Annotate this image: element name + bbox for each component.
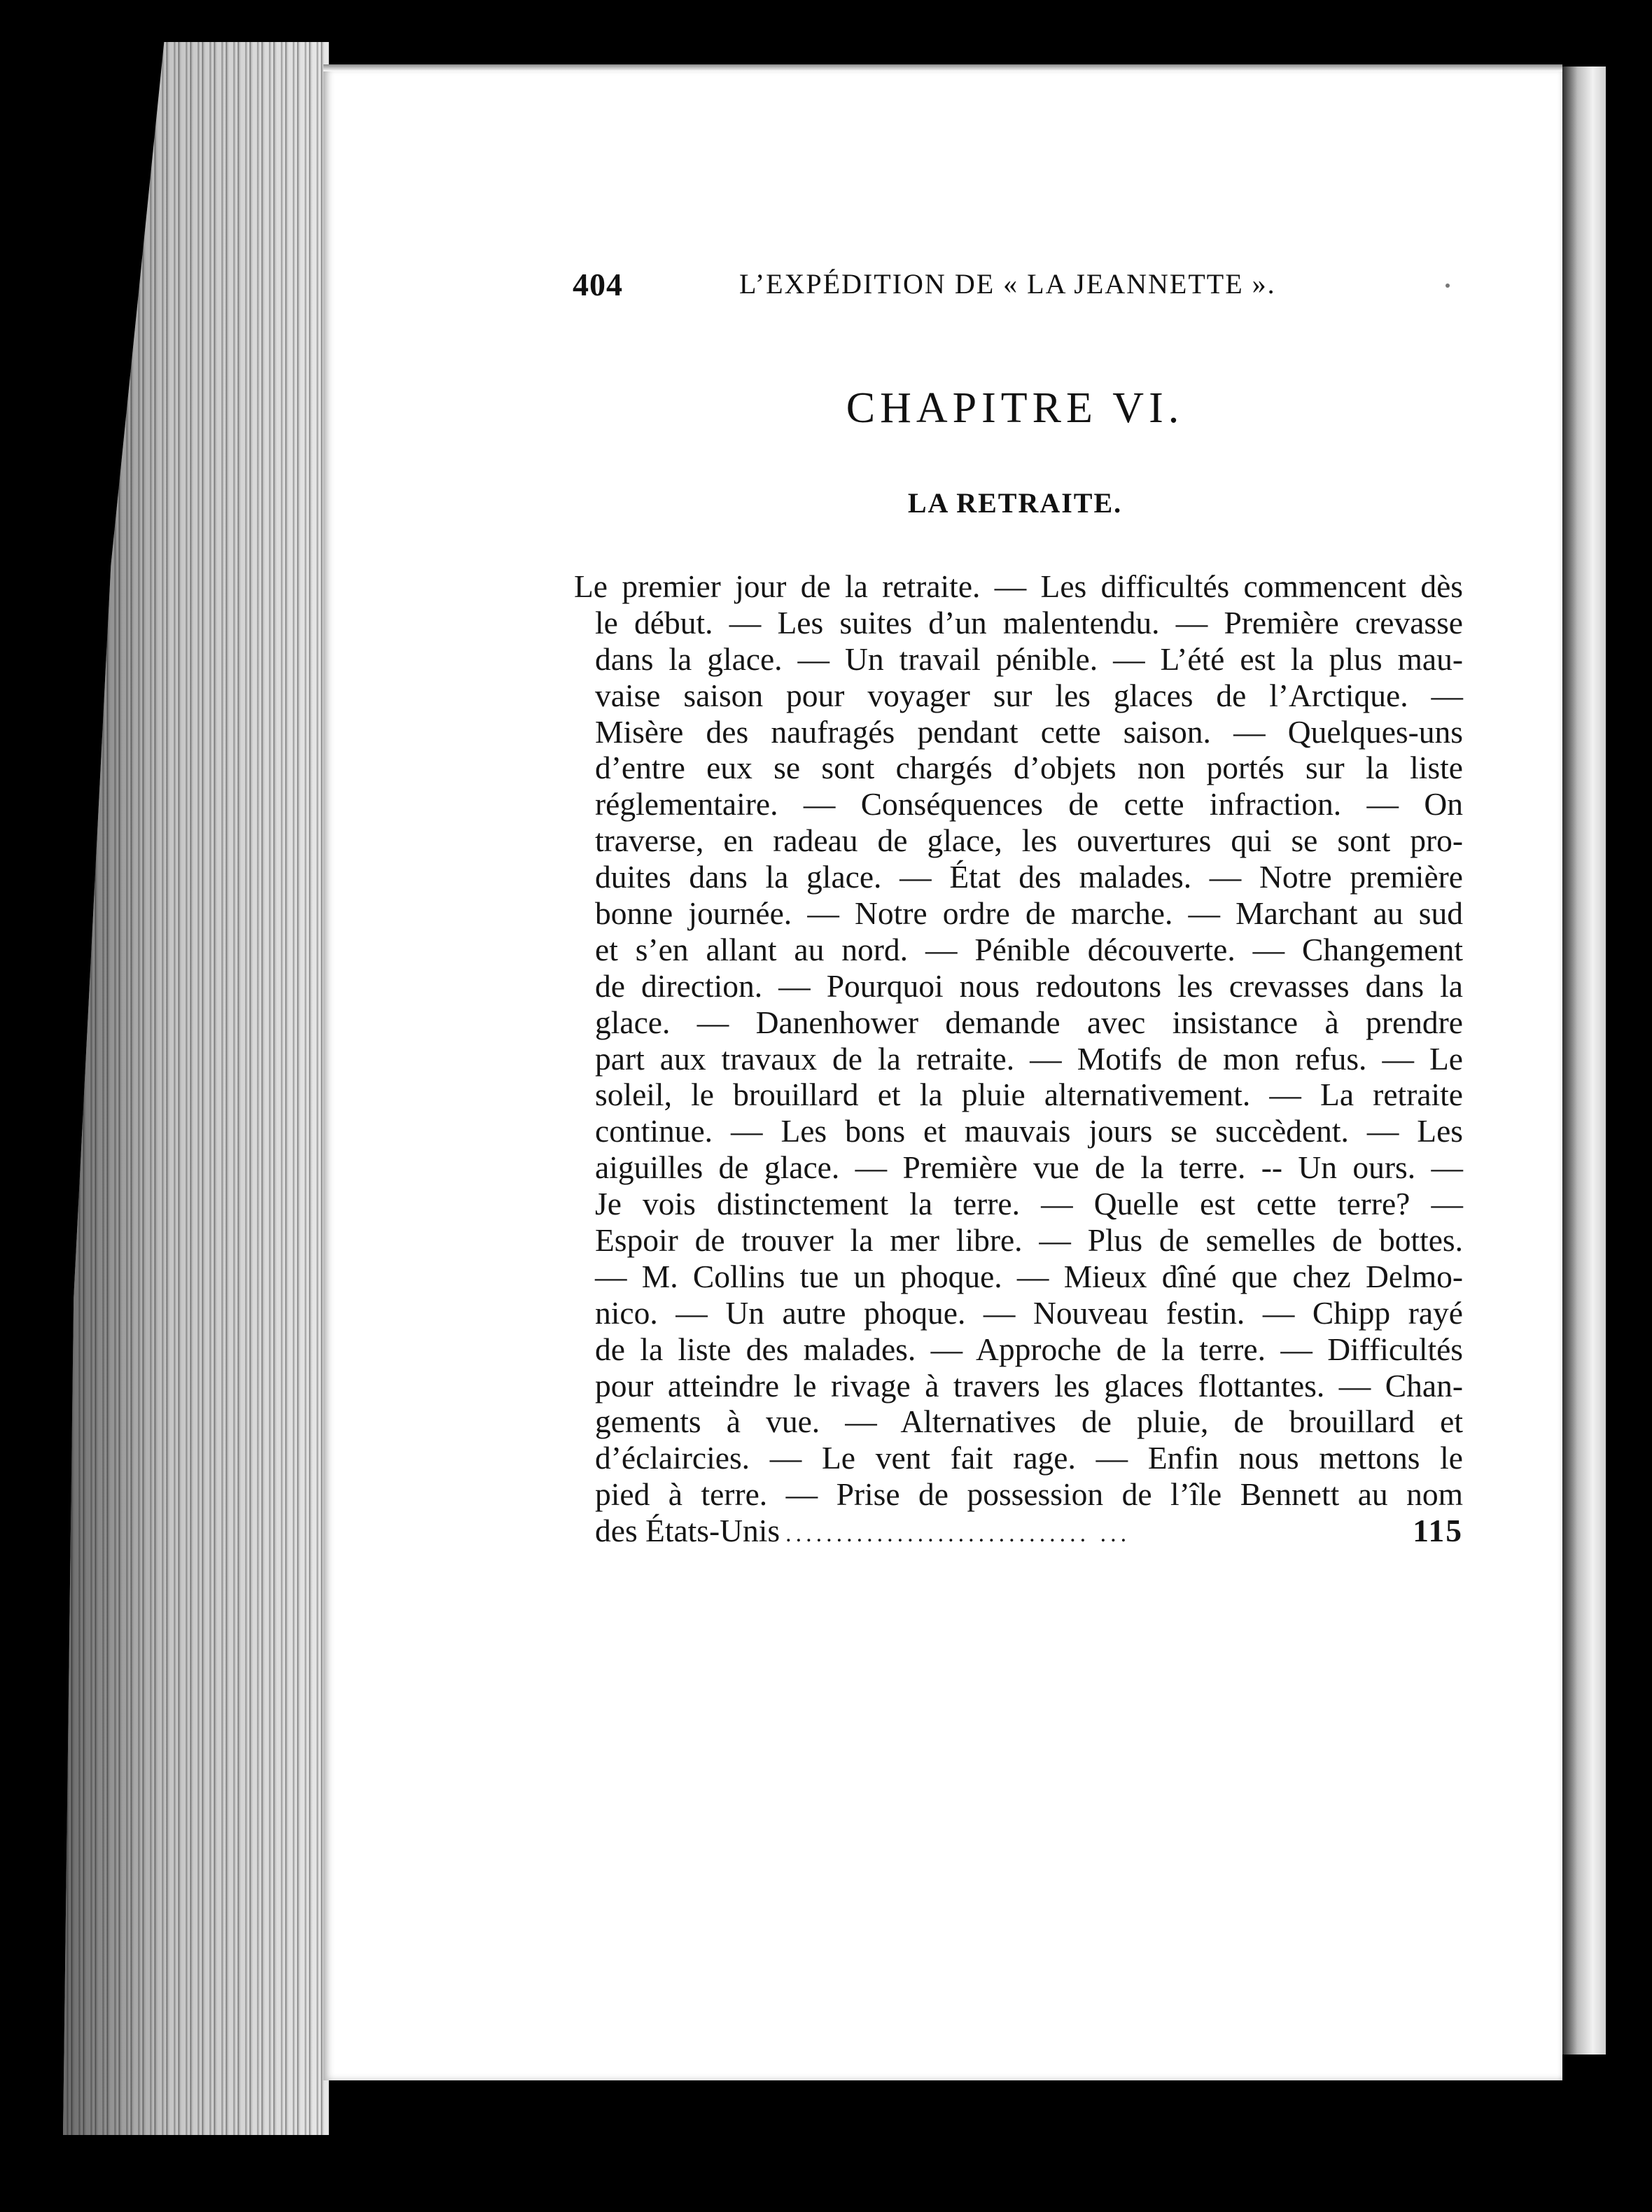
summary-line: de direction. — Pourquoi nous redoutons les crevasses dans la (595, 967, 1463, 1004)
summary-line: glace. — Danenhower demande avec insistance à prendre (595, 1004, 1463, 1040)
summary-line: continue. — Les bons et mauvais jours se succèdent. — Les (595, 1113, 1463, 1149)
summary-line: de la liste des malades. — Approche de la terre. — Difficultés (595, 1331, 1463, 1367)
summary-line: bonne journée. — Notre ordre de marche. — Marchant au sud (595, 895, 1463, 932)
summary-line: le début. — Les suites d’un malentendu. — Première crevasse (595, 604, 1463, 640)
book-edge-shadow (63, 42, 329, 2135)
summary-line: part aux travaux de la retraite. — Motifs de mon refus. — Le (595, 1040, 1463, 1077)
summary-line: Le premier jour de la retraite. — Les difficultés commencent dès (574, 568, 1463, 604)
chapter-subtitle: LA RETRAITE. (907, 487, 1123, 519)
summary-line: Misère des naufragés pendant cette saison. — Quelques-uns (595, 713, 1463, 750)
summary-last-text: des États-Unis (595, 1513, 780, 1549)
summary-line: d’éclaircies. — Le vent fait rage. — Enfin nous mettons le (595, 1440, 1463, 1476)
summary-line: traverse, en radeau de glace, les ouvertures qui se sont pro- (595, 822, 1463, 859)
summary-line: réglementaire. — Conséquences de cette infraction. — On (595, 786, 1463, 822)
chapter-summary (574, 568, 1463, 1549)
chapter-start-page-number: 115 (1413, 1513, 1463, 1549)
summary-line: — M. Collins tue un phoque. — Mieux dîné que chez Delmo- (595, 1258, 1463, 1294)
summary-line: vaise saison pour voyager sur les glaces de l’Arctique. — (595, 677, 1463, 713)
page-number: 404 (573, 267, 623, 302)
summary-line: Espoir de trouver la mer libre. — Plus de semelles de bottes. (595, 1222, 1463, 1259)
summary-line: duites dans la glace. — État des malades. — Notre première (595, 859, 1463, 895)
scan-speck (1446, 284, 1450, 288)
summary-last-line (574, 1513, 1463, 1549)
summary-line: Je vois distinctement la terre. — Quelle est cette terre? — (595, 1186, 1463, 1222)
dot-leader: .............................. ... (785, 1521, 1131, 1548)
running-head-title: L’EXPÉDITION DE « LA JEANNETTE ». (739, 268, 1276, 300)
summary-line: pied à terre. — Prise de possession de l’île Bennett au nom (595, 1476, 1463, 1513)
summary-line: et s’en allant au nord. — Pénible découverte. — Changement (595, 931, 1463, 967)
summary-line: nico. — Un autre phoque. — Nouveau festin. — Chipp rayé (595, 1294, 1463, 1331)
chapter-title: CHAPITRE VI. (846, 384, 1184, 432)
facing-page-edge (1562, 66, 1606, 2054)
summary-line: gements à vue. — Alternatives de pluie, de brouillard et (595, 1404, 1463, 1440)
page-top-edge (323, 64, 1562, 71)
running-head (573, 266, 1276, 308)
summary-line: dans la glace. — Un travail pénible. — L’été est la plus mau- (595, 640, 1463, 677)
summary-line: soleil, le brouillard et la pluie alternativement. — La retraite (595, 1077, 1463, 1113)
summary-line: aiguilles de glace. — Première vue de la terre. -- Un ours. — (595, 1149, 1463, 1186)
summary-line: d’entre eux se sont chargés d’objets non portés sur la liste (595, 750, 1463, 786)
summary-line: pour atteindre le rivage à travers les glaces flottantes. — Chan- (595, 1367, 1463, 1404)
